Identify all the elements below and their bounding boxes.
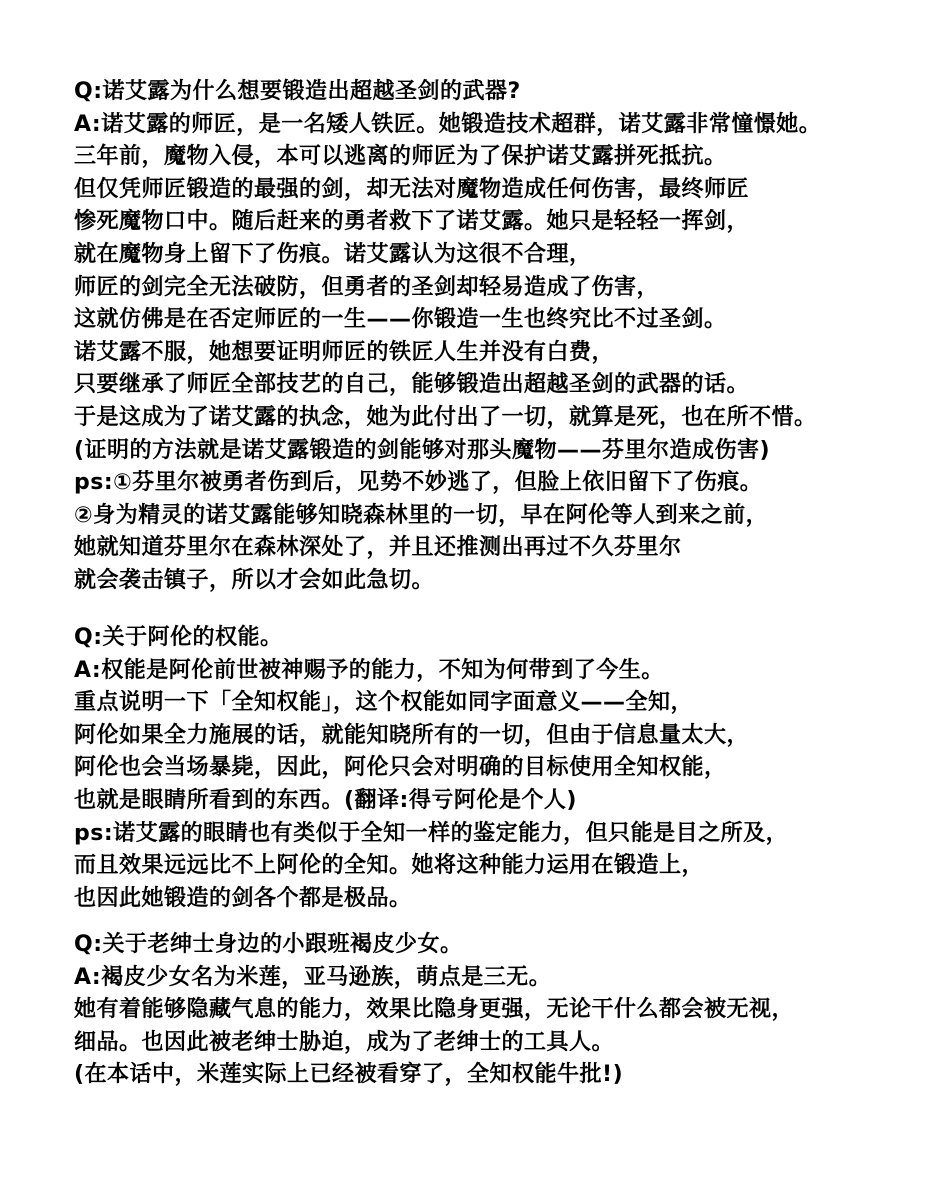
note-line: (在本话中，米莲实际上已经被看穿了，全知权能牛批!) xyxy=(74,1062,624,1088)
answer-line: 她有着能够隐藏气息的能力，效果比隐身更强，无论干什么都会被无视， xyxy=(74,997,795,1023)
qa-block-noel-sword xyxy=(74,76,894,598)
answer-line: 只要继承了师匠全部技艺的自己，能够锻造出超越圣剑的武器的话。 xyxy=(74,372,750,398)
answer-line: 师匠的剑完全无法破防，但勇者的圣剑却轻易造成了伤害， xyxy=(74,274,660,300)
question-line: Q:诺艾露为什么想要锻造出超越圣剑的武器? xyxy=(74,79,521,104)
answer-line: 于是这成为了诺艾露的执念，她为此付出了一切，就算是死，也在所不惜。 xyxy=(74,404,817,430)
answer-line: 重点说明一下「全知权能」，这个权能如同字面意义——全知， xyxy=(74,690,694,716)
qa-block-allen-authority xyxy=(74,622,894,915)
answer-line: 阿伦如果全力施展的话，就能知晓所有的一切，但由于信息量太大， xyxy=(74,722,750,748)
answer-line: 惨死魔物口中。随后赶来的勇者救下了诺艾露。她只是轻轻一挥剑， xyxy=(74,209,750,235)
question-line: Q:关于老绅士身边的小跟班褐皮少女。 xyxy=(74,932,463,957)
answer-line: A:权能是阿伦前世被神赐予的能力，不知为何带到了今生。 xyxy=(74,657,664,683)
ps-line: 她就知道芬里尔在森林深处了，并且还推测出再过不久芬里尔 xyxy=(74,535,682,561)
answer-line: 就在魔物身上留下了伤痕。诺艾露认为这很不合理， xyxy=(74,241,592,267)
ps-line: ②身为精灵的诺艾露能够知晓森林里的一切，早在阿伦等人到来之前， xyxy=(74,502,769,528)
qa-block-mirian xyxy=(74,929,894,1092)
ps-line: ps:诺艾露的眼睛也有类似于全知一样的鉴定能力，但只能是目之所及， xyxy=(74,820,789,846)
answer-line: 诺艾露不服，她想要证明师匠的铁匠人生并没有白费， xyxy=(74,339,615,365)
answer-line: 也就是眼睛所看到的东西。(翻译:得亏阿伦是个人) xyxy=(74,787,577,813)
ps-line: 就会袭击镇子，所以才会如此急切。 xyxy=(74,567,435,593)
ps-line: ps:①芬里尔被勇者伤到后，见势不妙逃了，但脸上依旧留下了伤痕。 xyxy=(74,470,763,496)
answer-line: A:褐皮少女名为米莲，亚马逊族，萌点是三无。 xyxy=(74,964,552,990)
ps-line: 也因此她锻造的剑各个都是极品。 xyxy=(74,885,412,911)
answer-line: 但仅凭师匠锻造的最强的剑，却无法对魔物造成任何伤害，最终师匠 xyxy=(74,176,750,202)
answer-line: 这就仿佛是在否定师匠的一生——你锻造一生也终究比不过圣剑。 xyxy=(74,307,727,333)
answer-line: (证明的方法就是诺艾露锻造的剑能够对那头魔物——芬里尔造成伤害) xyxy=(74,437,771,463)
answer-line: 细品。也因此被老绅士胁迫，成为了老绅士的工具人。 xyxy=(74,1029,615,1055)
answer-line: 阿伦也会当场暴毙，因此，阿伦只会对明确的目标使用全知权能， xyxy=(74,755,727,781)
answer-line: A:诺艾露的师匠，是一名矮人铁匠。她锻造技术超群，诺艾露非常憧憬她。 xyxy=(74,111,822,137)
answer-line: 三年前，魔物入侵，本可以逃离的师匠为了保护诺艾露拼死抵抗。 xyxy=(74,144,727,170)
ps-line: 而且效果远远比不上阿伦的全知。她将这种能力运用在锻造上， xyxy=(74,853,705,879)
question-line: Q:关于阿伦的权能。 xyxy=(74,625,283,650)
